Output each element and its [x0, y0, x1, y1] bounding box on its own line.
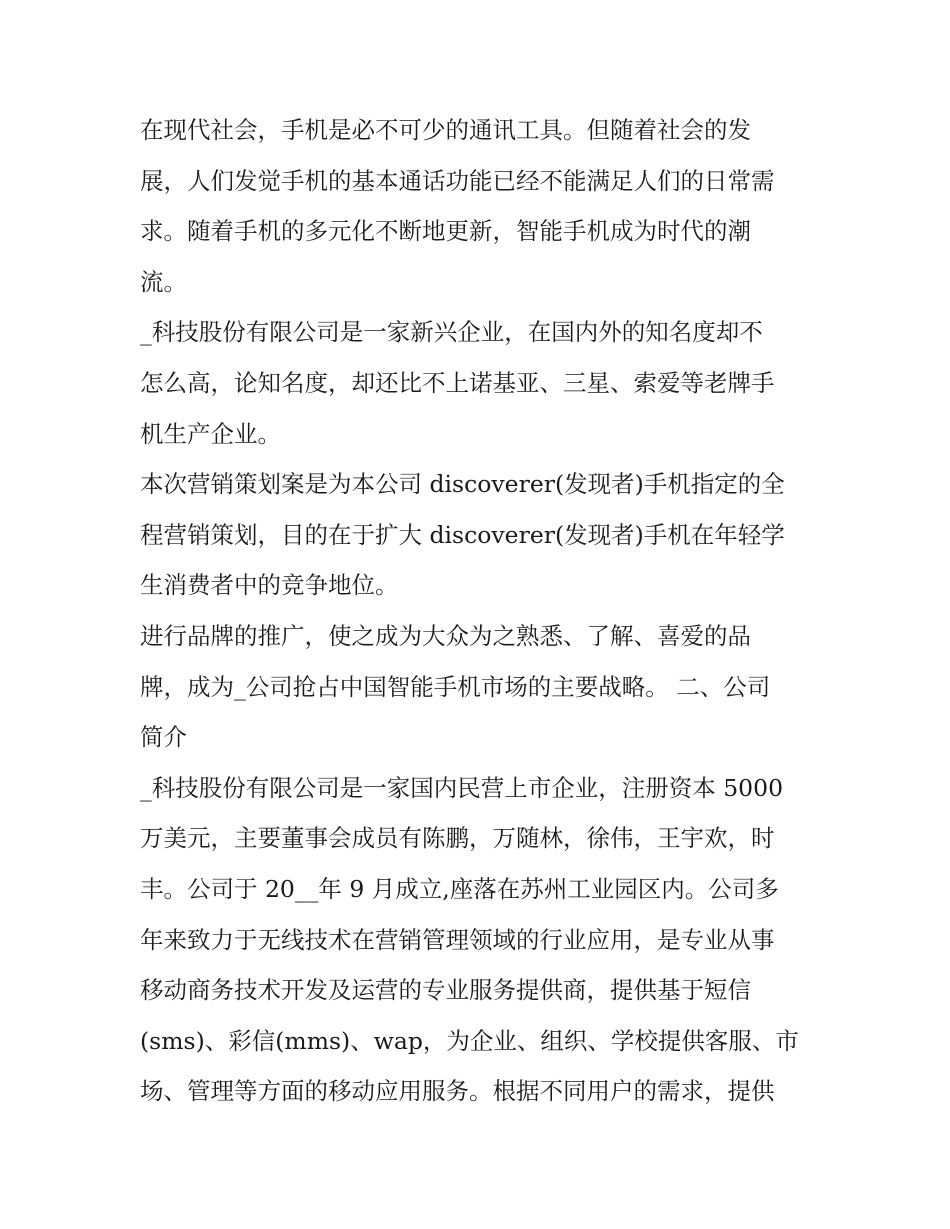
text-line: 流。: [140, 267, 187, 296]
text-line: 简介: [140, 723, 187, 752]
text-line: 本次营销策划案是为本公司 discoverer(发现者)手机指定的全: [140, 470, 785, 499]
text-line: 移动商务技术开发及运营的专业服务提供商，提供基于短信: [140, 976, 751, 1005]
text-line: 程营销策划，目的在于扩大 discoverer(发现者)手机在年轻学: [140, 520, 785, 549]
text-line: 生消费者中的竞争地位。: [140, 571, 399, 600]
body-text: [140, 105, 812, 1117]
text-line: 万美元，主要董事会成员有陈鹏，万随林，徐伟，王宇欢，时: [140, 824, 775, 853]
text-line: 怎么高，论知名度，却还比不上诺基亚、三星、索爱等老牌手: [140, 368, 775, 397]
text-line: 进行品牌的推广，使之成为大众为之熟悉、了解、喜爱的品: [140, 621, 751, 650]
text-line: (sms)、彩信(mms)、wap，为企业、组织、学校提供客服、市: [140, 1026, 799, 1055]
text-line: _科技股份有限公司是一家新兴企业，在国内外的知名度却不: [140, 318, 763, 347]
text-line: 展，人们发觉手机的基本通话功能已经不能满足人们的日常需: [140, 166, 775, 195]
text-line: 场、管理等方面的移动应用服务。根据不同用户的需求，提供: [140, 1077, 775, 1106]
text-line: 在现代社会，手机是必不可少的通讯工具。但随着社会的发: [140, 116, 751, 144]
text-line: 机生产企业。: [140, 419, 281, 448]
text-line: _科技股份有限公司是一家国内民营上市企业，注册资本 5000: [140, 773, 784, 802]
text-line: 牌，成为_公司抢占中国智能手机市场的主要战略。 二、公司: [140, 672, 771, 701]
text-line: 年来致力于无线技术在营销管理领域的行业应用，是专业从事: [140, 925, 775, 954]
text-line: 丰。公司于 20__年 9 月成立,座落在苏州工业园区内。公司多: [140, 874, 779, 903]
text-line: 求。随着手机的多元化不断地更新，智能手机成为时代的潮: [140, 217, 751, 246]
